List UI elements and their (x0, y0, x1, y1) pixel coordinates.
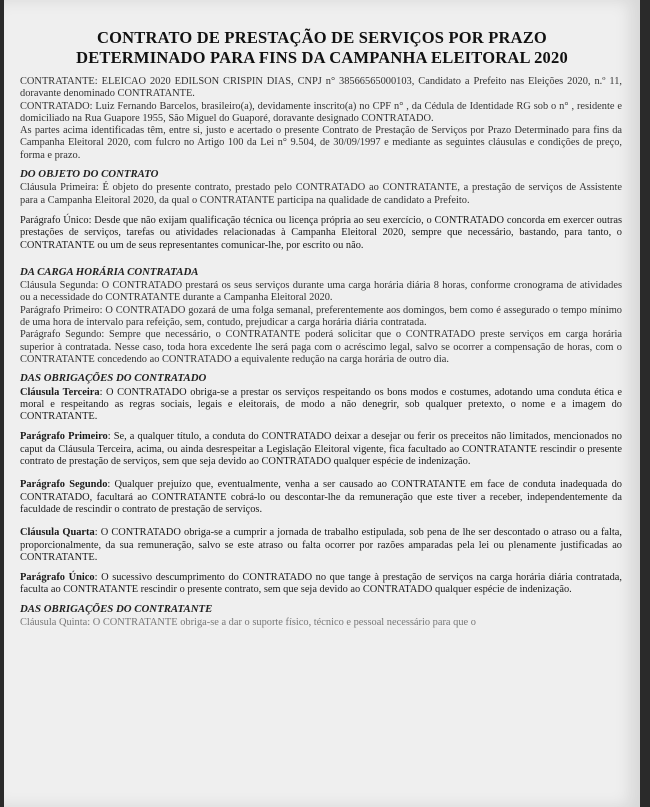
contratado-paragraph: CONTRATADO: Luiz Fernando Barcelos, brasileiro(a), devidamente inscrito(a) no CPF n° , da Cédula de Identidade RG sob o n° , residente e domiciliado na Rua Guapore 1955, São Miguel do Guaporé, doravante designado CONTRATADO. (20, 100, 622, 124)
partes-paragraph: As partes acima identificadas têm, entre si, justo e acertado o presente Contrato de Prestação de Serviços por Prazo Determinado para fins da Campanha Eleitoral 2020, com fulcro no Artigo 100 da Lei n° 9.504, de 30/09/1997 e mediante as seguintes cláusulas e condições de preço, forma e prazo. (20, 125, 622, 161)
contract-body (20, 76, 622, 629)
paragrafo-primeiro-text: : Se, a qualquer título, a conduta do CONTRATADO deixar a desejar ou ferir os preceitos não limitados, mencionados no caput da Cláusula Terceira, acima, ou ainda desrespeitar a Legislação Eleitoral vigente, fica facultado ao CONTRATANTE rescindir o presente contrato de prestação de serviços, sem que seja devido ao CONTRATADO qualquer espécie de indenização. (20, 431, 622, 468)
paragrafo-segundo-carga: Parágrafo Segundo: Sempre que necessário, o CONTRATANTE poderá solicitar que o CONTRATADO preste serviços em carga horária superior à contratada. Nesse caso, toda hora excedente lhe será paga com o acréscimo legal, salvo se ocorrer a compensação de horas, com o CONTRATANTE concedendo ao CONTRATADO a equivalente redução na carga horária de outro dia. (20, 329, 622, 365)
clausula-quarta-text: : O CONTRATADO obriga-se a cumprir a jornada de trabalho estipulada, sob pena de lhe ser descontado o atraso ou a falta, proporcionalmente, da sua remuneração, salvo se este atraso ou falta ocorrer por razões amparadas pela lei ou plenamente justificadas ao CONTRATANTE. (20, 527, 622, 563)
clausula-quarta (20, 527, 622, 564)
paragrafo-unico-text: : O sucessivo descumprimento do CONTRATADO no que tange à prestação de serviços na carga horária diária contratada, faculta ao CONTRATANTE rescindir o presente contrato, sem que seja devido ao CONTRATADO qualquer espécie de indenização. (20, 572, 622, 596)
section-heading-carga: DA CARGA HORÁRIA CONTRATADA (20, 265, 199, 278)
paragrafo-primeiro-carga: Parágrafo Primeiro: O CONTRATADO gozará de uma folga semanal, preferentemente aos domingos, bem como é assegurado o tempo mínimo de uma hora de intervalo para refeição, sem, contudo, prejudicar a carga horária diária contratada. (20, 304, 622, 329)
section-heading-objeto: DO OBJETO DO CONTRATO (20, 168, 159, 181)
section-heading-obrigacoes-contratante: DAS OBRIGAÇÕES DO CONTRATANTE (20, 602, 213, 615)
title-line-2: DETERMINADO PARA FINS DA CAMPANHA ELEITORAL 2020 (76, 48, 568, 67)
clausula-terceira-label: Cláusula Terceira (20, 386, 100, 398)
title-line-1: CONTRATO DE PRESTAÇÃO DE SERVIÇOS POR PRAZO (97, 28, 547, 47)
paragrafo-segundo-label: Parágrafo Segundo (20, 479, 108, 491)
paragrafo-primeiro-obrigacoes (20, 431, 622, 468)
clausula-segunda: Cláusula Segunda: O CONTRATADO prestará os seus serviços durante uma carga horária diária 8 horas, conforme cronograma de atividades ou a necessidade do CONTRATANTE durante a Campanha Eleitoral 2020. (20, 280, 622, 304)
paragrafo-unico-objeto: Parágrafo Único: Desde que não exijam qualificação técnica ou licença própria ao seu exercício, o CONTRATADO concorda em exercer outras prestações de serviços, tarefas ou atividades relacionadas à Campanha Eleitoral 2020, sempre que necessário, bastando, para tanto, o CONTRATANTE ou um de seus representantes comunicar-lhe, por escrito ou não. (20, 214, 622, 251)
page-title (24, 28, 620, 68)
clausula-terceira (20, 387, 622, 424)
clausula-quarta-label: Cláusula Quarta (20, 527, 95, 539)
clausula-terceira-text: : O CONTRATADO obriga-se a prestar os serviços respeitando os bons modos e costumes, adotando uma conduta ética e moral e respeitando as regras sociais, legais e eleitorais, de modo a não denegrir, sob qualquer pretexto, o nome e a imagem do CONTRATANTE. (20, 386, 623, 423)
paragrafo-unico-obrigacoes (20, 572, 622, 597)
paragrafo-unico-label: Parágrafo Único (20, 572, 95, 584)
paragrafo-primeiro-label: Parágrafo Primeiro (20, 431, 108, 443)
paragrafo-segundo-text: : Qualquer prejuízo que, eventualmente, venha a ser causado ao CONTRATANTE em face de conduta inadequada do CONTRATADO, facultará ao CONTRATANTE cobrá-lo ou descontar-lhe da remuneração que este tiver a receber, independentemente da faculdade de rescindir o contrato de prestação de serviços. (20, 479, 622, 515)
contract-page (4, 0, 640, 807)
section-heading-obrigacoes: DAS OBRIGAÇÕES DO CONTRATADO (20, 372, 207, 385)
contratante-paragraph: CONTRATANTE: ELEICAO 2020 EDILSON CRISPIN DIAS, CNPJ n° 38566565000103, Candidato a Prefeito nas Eleições 2020, n.º 11, doravante denominado CONTRATANTE. (20, 76, 622, 100)
paragrafo-segundo-obrigacoes (20, 479, 622, 516)
clausula-quinta-partial: Cláusula Quinta: O CONTRATANTE obriga-se a dar o suporte físico, técnico e pessoal necessário para que o (20, 616, 476, 628)
clausula-primeira: Cláusula Primeira: É objeto do presente contrato, prestado pelo CONTRATADO ao CONTRATANTE, a prestação de serviços de Assistente para a Campanha Eleitoral 2020, da qual o CONTRATANTE participa na qualidade de candidato a Prefeito. (20, 182, 622, 206)
